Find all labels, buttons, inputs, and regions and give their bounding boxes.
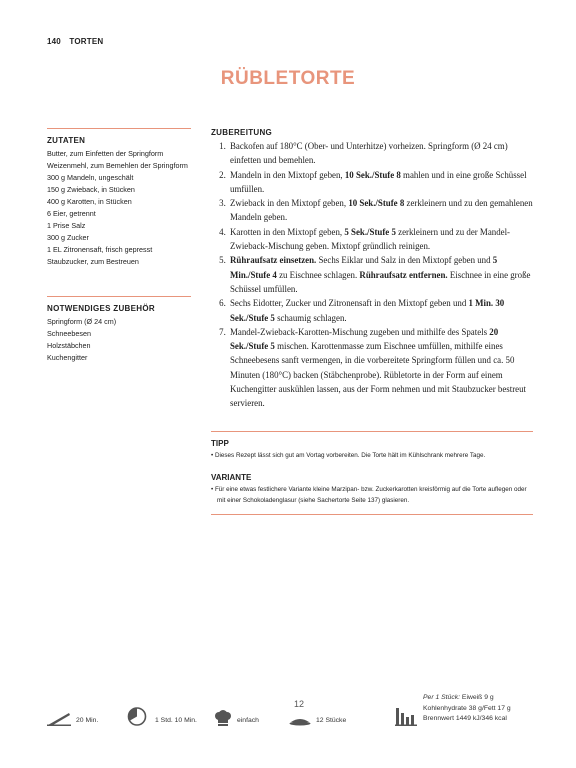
knife-icon: [47, 712, 71, 726]
ingredient-item: 300 g Zucker: [47, 233, 89, 242]
chef-hat-icon: [214, 710, 232, 726]
tip-box: [211, 427, 533, 516]
step-setting: 5 Sek./Stufe 5: [344, 226, 396, 237]
step-setting: 1 Min. 30 Sek./Stufe 5: [230, 298, 505, 323]
nutrition-line-2: Kohlenhydrate 38 g/Fett 17 g: [423, 704, 511, 712]
step-text: zerkleinern und zu den gemahlenen Mandeln geben.: [230, 198, 533, 223]
tip-text: • Dieses Rezept lässt sich gut am Vortag vorbereiten. Die Torte hält im Kühlschrank mehrere Tage.: [211, 451, 486, 459]
step-text: mischen. Karottenmasse zum Eischnee umfüllen, mithilfe eines Schneebesens sanft vermengen, in die vorbereitete Springform füllen und ca. 50 Minuten (180°C) backen (Stäbchenprobe). Rübletorte in der Form auf einem Kuchengitter auskühlen lassen, aus der Form nehmen und mit Staubzucker bestreut servieren.: [230, 341, 527, 409]
step-text: mahlen und in eine große Schüssel umfüllen.: [230, 169, 527, 194]
step-setting: 20 Sek./Stufe 5: [230, 326, 499, 352]
section-name: TORTEN: [69, 37, 104, 46]
step-setting: 5 Min./Stufe 4: [230, 255, 498, 280]
ingredient-item: 1 Prise Salz: [47, 221, 86, 230]
portions-label: 12 Stücke: [316, 717, 347, 724]
step-text: schaumig schlagen.: [274, 312, 347, 323]
step-text: Backofen auf 180°C (Ober- und Unterhitze) vorheizen. Springform (Ø 24 cm) einfetten und bemehlen.: [230, 141, 508, 166]
recipe-footer: [47, 690, 537, 734]
bar-chart-icon: [395, 706, 417, 726]
variant-text: • Für eine etwas festlichere Variante kleine Marzipan- bzw. Zuckerkarotten kreisförmig auf die Torte auflegen oder mit einer Schokoladenglasur (siehe Sachertorte Seite 137) glasieren.: [211, 486, 527, 504]
nutrition-lead: Per 1 Stück:: [423, 694, 461, 701]
equipment-item: Springform (Ø 24 cm): [47, 317, 117, 326]
step-text: Mandeln in den Mixtopf geben,: [230, 169, 345, 180]
step-setting: Rühraufsatz entfernen.: [359, 269, 448, 280]
divider: [211, 514, 533, 515]
nutrition-protein: Eiweiß 9 g: [460, 694, 494, 701]
equipment-item: Holzstäbchen: [47, 341, 91, 350]
preparation-step: [228, 196, 533, 225]
ingredient-item: 300 g Mandeln, ungeschält: [47, 173, 134, 182]
prep-time: [47, 712, 98, 726]
variant-heading: VARIANTE: [211, 473, 252, 483]
preparation-step: [228, 168, 533, 197]
ingredient-item: Staubzucker, zum Bestreuen: [47, 257, 139, 266]
ingredients-heading: ZUTATEN: [47, 136, 86, 145]
step-setting: Rühraufsatz einsetzen.: [230, 255, 317, 266]
equipment-item: Kuchengitter: [47, 353, 88, 362]
portions-number: 12: [294, 699, 305, 709]
main-column: [211, 128, 533, 515]
step-setting: 10 Sek./Stufe 8: [344, 169, 401, 180]
equipment-section: [47, 296, 191, 364]
preparation-step: [228, 225, 533, 254]
step-text: Karotten in den Mixtopf geben,: [230, 226, 345, 237]
ingredient-item: 1 EL Zitronensaft, frisch gepresst: [47, 245, 153, 254]
difficulty: [214, 710, 259, 726]
equipment-heading: NOTWENDIGES ZUBEHÖR: [47, 304, 155, 313]
step-setting: 10 Sek./Stufe 8: [348, 198, 405, 209]
nutrition-line-3: Brennwert 1449 kJ/346 kcal: [423, 715, 507, 722]
portions: [289, 699, 347, 726]
step-text: Zwieback in den Mixtopf geben,: [230, 198, 349, 209]
total-time: [127, 706, 197, 726]
prep-time-label: 20 Min.: [76, 717, 99, 724]
step-text: Eischnee in eine große Schüssel umfüllen.: [230, 269, 531, 294]
step-text: zu Eischnee schlagen.: [276, 269, 360, 280]
page-header: [47, 37, 109, 46]
recipe-title: RÜBLETORTE: [220, 68, 356, 89]
ingredient-item: 6 Eier, getrennt: [47, 209, 96, 218]
ingredient-item: 150 g Zwieback, in Stücken: [47, 185, 135, 194]
preparation-step: [228, 325, 533, 411]
ingredient-item: Butter, zum Einfetten der Springform: [47, 149, 164, 158]
ingredients-list: [47, 148, 191, 268]
ingredient-item: Weizenmehl, zum Bemehlen der Springform: [47, 161, 188, 170]
preparation-step: [228, 253, 533, 296]
preparation-step: [228, 139, 533, 168]
step-text: Sechs Eiklar und Salz in den Mixtopf geben und: [316, 255, 493, 266]
divider: [47, 296, 191, 297]
step-text: Sechs Eidotter, Zucker und Zitronensaft in den Mixtopf geben und: [230, 298, 469, 309]
total-time-label: 1 Std. 10 Min.: [155, 717, 197, 724]
divider: [47, 128, 191, 129]
nutrition-info: [423, 693, 511, 725]
nutrition-line-1: [423, 693, 511, 704]
step-text: Mandel-Zwieback-Karotten-Mischung zugeben und mithilfe des Spatels: [230, 326, 490, 337]
tip-heading: TIPP: [211, 438, 229, 448]
nutrition-chart: [395, 706, 417, 726]
preparation-heading: ZUBEREITUNG: [211, 128, 273, 137]
divider: [211, 431, 533, 432]
ingredient-item: 400 g Karotten, in Stücken: [47, 197, 132, 206]
difficulty-label: einfach: [237, 717, 259, 724]
sidebar: [47, 128, 191, 364]
cake-icon: [289, 699, 311, 726]
equipment-item: Schneebesen: [47, 329, 91, 338]
step-text: zerkleinern und zu der Mandel-Zwieback-Mischung geben. Mixtopf gründlich reinigen.: [230, 226, 510, 252]
preparation-step: [228, 296, 533, 325]
clock-icon: [127, 706, 147, 726]
preparation-steps: [211, 139, 533, 411]
equipment-list: [47, 316, 191, 364]
page-number: 140: [47, 37, 61, 46]
